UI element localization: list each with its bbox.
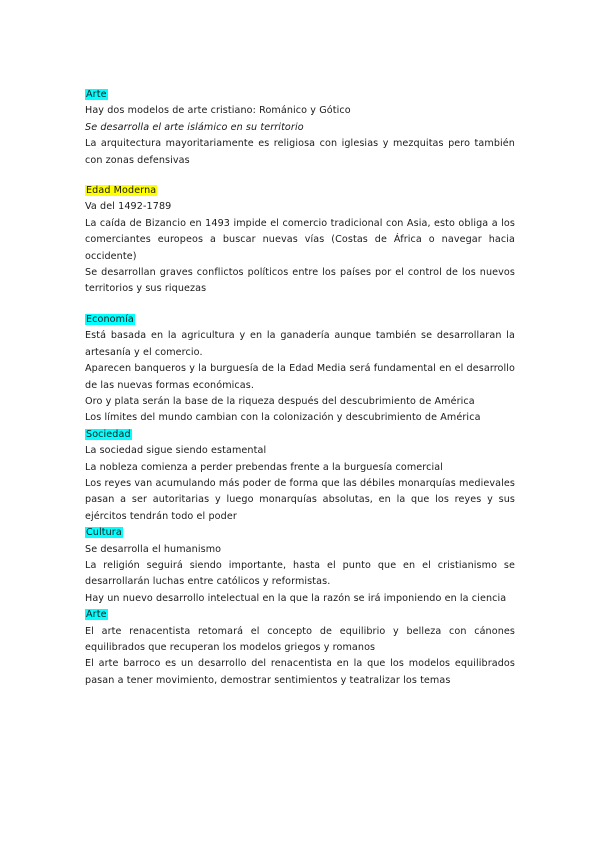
section-heading-arte-moderno	[85, 607, 515, 623]
text-line: Oro y plata serán la base de la riqueza después del descubrimiento de América	[85, 395, 475, 407]
text-line: Los límites del mundo cambian con la colonización y descubrimiento de América	[85, 412, 481, 424]
section-heading-economia	[85, 312, 515, 328]
section-heading-arte-medieval	[85, 87, 515, 103]
text-line: Se desarrolla el humanismo	[85, 543, 222, 555]
heading-highlight: Cultura	[86, 527, 122, 539]
heading-highlight: Economía	[86, 313, 134, 325]
text-line: La nobleza comienza a perder prebendas frente a la burguesía comercial	[85, 461, 443, 473]
heading-highlight: Edad Moderna	[86, 185, 157, 197]
section-heading-cultura	[85, 525, 515, 541]
text-paragraph: El arte barroco es un desarrollo del renacentista en la que los modelos equilibrados pasan a tener movimiento, demostrar sentimientos y teatralizar los temas	[85, 658, 515, 686]
section-heading-sociedad	[85, 427, 515, 443]
text-line: Hay un nuevo desarrollo intelectual en la que la razón se irá imponiendo en la ciencia	[85, 592, 507, 604]
text-paragraph: La arquitectura mayoritariamente es religiosa con iglesias y mezquitas pero también con zonas defensivas	[85, 138, 515, 166]
text-line: Se desarrolla el arte islámico en su territorio	[85, 121, 304, 133]
text-line: La sociedad sigue siendo estamental	[85, 445, 267, 457]
text-line: Hay dos modelos de arte cristiano: Románico y Gótico	[85, 105, 351, 117]
heading-highlight: Arte	[86, 89, 107, 100]
heading-highlight: Arte	[86, 609, 107, 621]
text-paragraph: Aparecen banqueros y la burguesía de la Edad Media será fundamental en el desarrollo de las nuevas formas económicas.	[85, 363, 515, 391]
heading-highlight: Sociedad	[86, 428, 131, 440]
text-paragraph: El arte renacentista retomará el concepto de equilibrio y belleza con cánones equilibrados que recuperan los modelos griegos y romanos	[85, 625, 515, 653]
text-line: Va del 1492-1789	[85, 201, 172, 213]
section-heading-edad-moderna	[85, 183, 515, 199]
section-gap	[85, 298, 515, 312]
text-paragraph: Está basada en la agricultura y en la ganadería aunque también se desarrollaran la artesanía y el comercio.	[85, 330, 515, 358]
text-paragraph: Se desarrollan graves conflictos políticos entre los países por el control de los nuevos territorios y sus riquezas	[85, 267, 515, 295]
text-paragraph: La caída de Bizancio en 1493 impide el comercio tradicional con Asia, esto obliga a los comerciantes europeos a buscar nuevas vías (Costas de África o navegar hacia occidente)	[85, 217, 515, 262]
text-paragraph: La religión seguirá siendo importante, hasta el punto que en el cristianismo se desarrollarán luchas entre católicos y reformistas.	[85, 559, 515, 588]
text-paragraph: Los reyes van acumulando más poder de forma que las débiles monarquías medievales pasan a ser autoritarias y luego monarquías absolutas, en la que los reyes y sus ejércitos tendrán todo el poder	[85, 477, 515, 522]
section-gap	[85, 169, 515, 183]
document-page	[85, 87, 515, 689]
